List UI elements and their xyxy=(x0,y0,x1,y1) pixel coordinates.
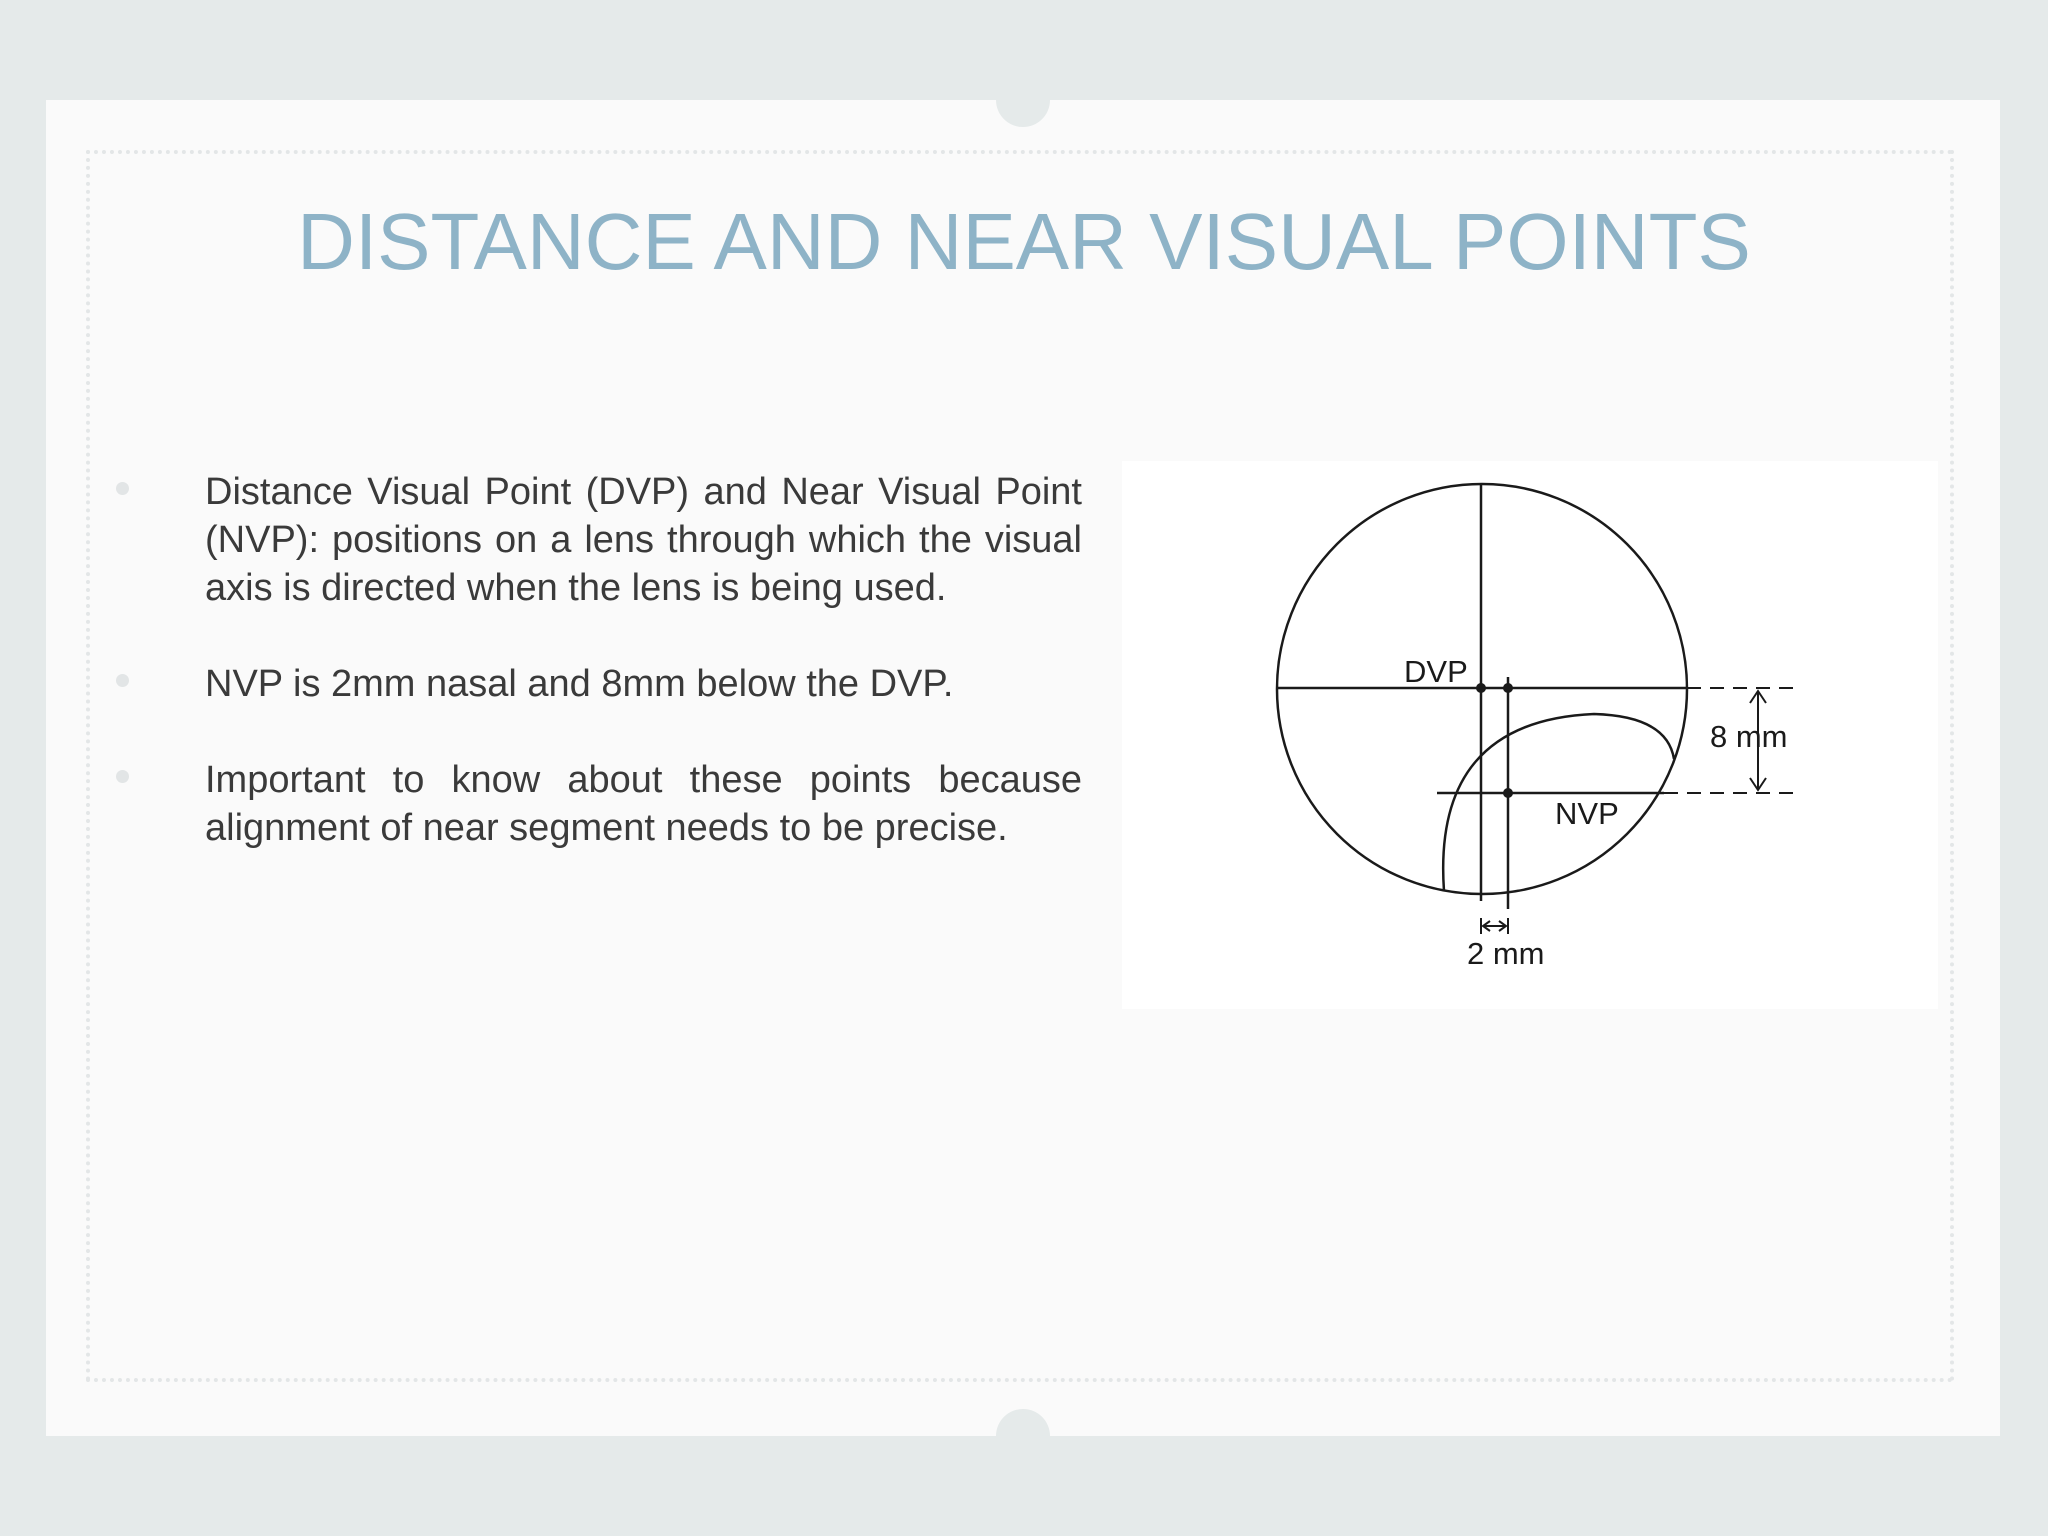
vertical-distance-label: 8 mm xyxy=(1710,719,1788,754)
bullet-item xyxy=(110,660,1082,708)
bullet-text: NVP is 2mm nasal and 8mm below the DVP. xyxy=(205,663,954,705)
bullet-dot-icon xyxy=(116,482,129,495)
dvp-point xyxy=(1476,683,1486,693)
bullet-item xyxy=(110,468,1082,612)
bullet-item xyxy=(110,756,1082,852)
bullet-list xyxy=(110,468,1082,900)
slide-notch-top xyxy=(996,73,1050,127)
lens-diagram xyxy=(1122,461,1938,1009)
nvp-label: NVP xyxy=(1555,796,1619,831)
bullet-text: Distance Visual Point (DVP) and Near Visual Point (NVP): positions on a lens through which the visual axis is directed when the lens is being used. xyxy=(205,471,1082,609)
nvp-point xyxy=(1503,788,1513,798)
slide-title: DISTANCE AND NEAR VISUAL POINTS xyxy=(297,197,1751,286)
bullet-dot-icon xyxy=(116,674,129,687)
lens-diagram-svg xyxy=(1122,461,1938,1009)
slide-notch-bottom xyxy=(996,1409,1050,1463)
horizontal-distance-label: 2 mm xyxy=(1467,936,1545,971)
dvp-label: DVP xyxy=(1404,654,1468,689)
bullet-dot-icon xyxy=(116,770,129,783)
dvp-offset-point xyxy=(1503,683,1513,693)
bullet-text: Important to know about these points because alignment of near segment needs to be precise. xyxy=(205,759,1082,849)
